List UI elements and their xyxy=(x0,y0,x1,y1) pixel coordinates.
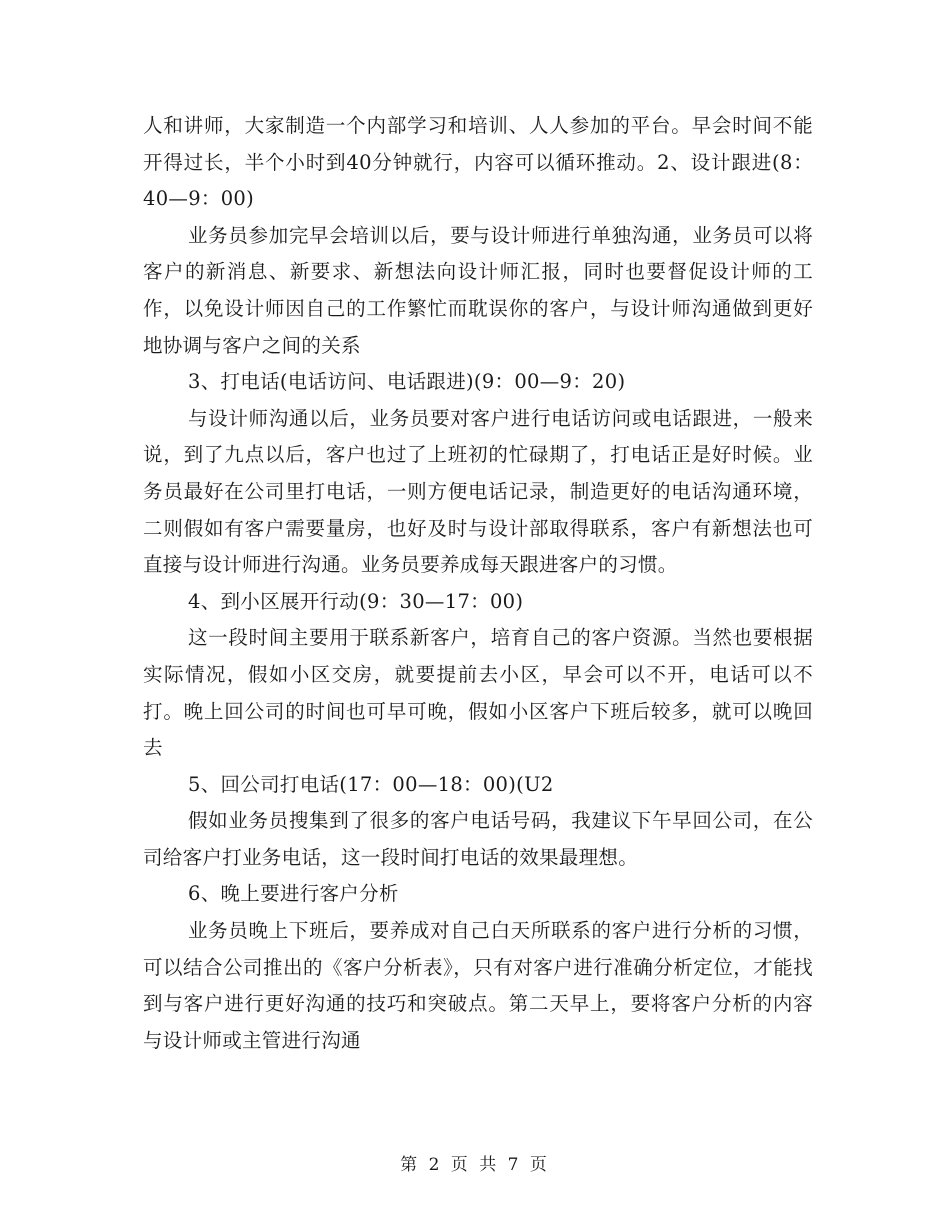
page-number-footer: 第 2 页 共 7 页 xyxy=(400,1155,550,1175)
paragraph: 假如业务员搜集到了很多的客户电话号码，我建议下午早回公司，在公司给客户打业务电话，这一段时间打电话的效果最理想。 xyxy=(143,809,813,869)
section-heading: 3、打电话(电话访问、电话跟进)(9：00—9：20) xyxy=(188,370,626,394)
section-heading: 4、到小区展开行动(9：30—17：00) xyxy=(188,589,524,613)
paragraph: 业务员参加完早会培训以后，要与设计师进行单独沟通，业务员可以将客户的新消息、新要求、新想法向设计师汇报，同时也要督促设计师的工作，以免设计师因自己的工作繁忙而耽误你的客户，与设计师沟通做到更好地协调与客户之间的关系 xyxy=(143,223,813,357)
paragraph: 业务员晚上下班后，要养成对自己白天所联系的客户进行分析的习惯，可以结合公司推出的《客户分析表》，只有对客户进行准确分析定位，才能找到与客户进行更好沟通的技巧和突破点。第二天早上，要将客户分析的内容与设计师或主管进行沟通 xyxy=(143,919,813,1052)
section-heading: 6、晚上要进行客户分析 xyxy=(188,882,399,906)
paragraph: 人和讲师，大家制造一个内部学习和培训、人人参加的平台。早会时间不能开得过长，半个小时到40分钟就行，内容可以循环推动。2、设计跟进(8：40—9：00) xyxy=(143,114,813,211)
section-heading: 5、回公司打电话(17：00—18：00)(U2 xyxy=(188,772,554,796)
paragraph: 这一段时间主要用于联系新客户，培育自己的客户资源。当然也要根据实际情况，假如小区交房，就要提前去小区，早会可以不开，电话可以不打。晚上回公司的时间也可早可晚，假如小区客户下班后较多，就可以晚回去 xyxy=(143,626,813,760)
document-body xyxy=(143,108,813,1059)
paragraph: 与设计师沟通以后，业务员要对客户进行电话访问或电话跟进，一般来说，到了九点以后，客户也过了上班初的忙碌期了，打电话正是好时候。业务员最好在公司里打电话，一则方便电话记录，制造更好的电话沟通环境，二则假如有客户需要量房，也好及时与设计部取得联系，客户有新想法也可直接与设计师进行沟通。业务员要养成每天跟进客户的习惯。 xyxy=(143,406,813,577)
